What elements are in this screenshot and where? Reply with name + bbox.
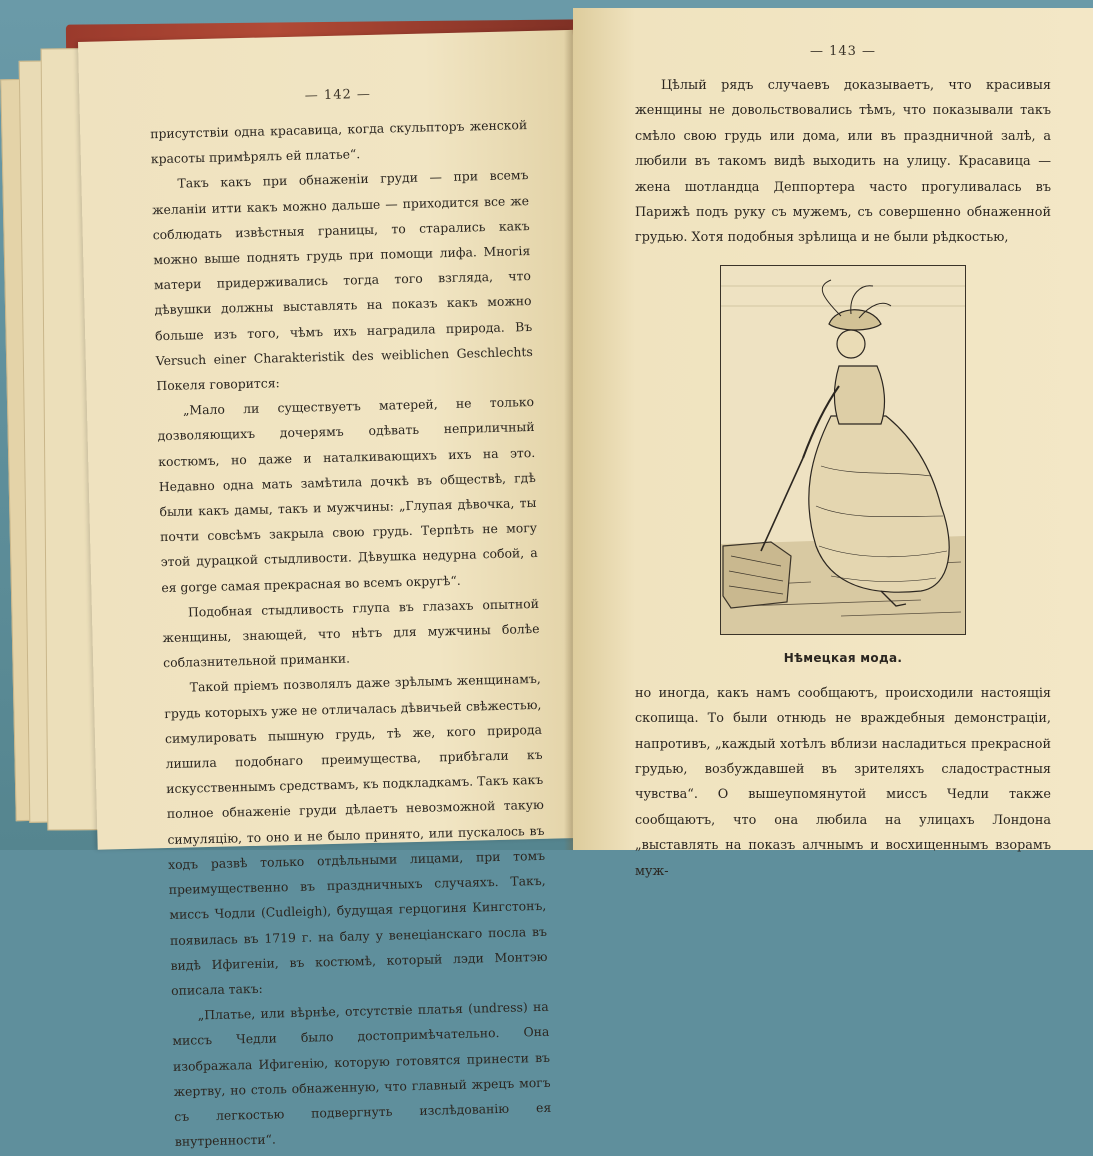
page-number: — 142 —: [304, 86, 372, 104]
engraving-illustration: [720, 265, 966, 635]
paragraph: но иногда, какъ намъ сообщаютъ, происходили настоящія скопища. То были отнюдь не враждебныя демонстраціи, напротивъ, „каждый хотѣлъ вблизи насладиться прекрасной грудью, возбуждавшей въ зрителяхъ сладострастныя чувства“. О вышеупомянутой миссъ Чедли также сообщаютъ, что она любила на улицахъ Лондона „выставлять на показъ алчнымъ и восхищеннымъ взорамъ муж-: [635, 685, 1051, 879]
paragraph: „Платье, или вѣрнѣе, отсутствіе платья (undress) на миссъ Чедли было достопримѣчательно. Она изображала Ифигенію, которую готовятся принести въ жертву, но столь обнаженную, что главный жрецъ могъ съ легкостью подвергнуть изслѣдованію ея внутренности“.: [172, 998, 552, 1150]
paragraph: „Мало ли существуетъ матерей, не только дозволяющихъ дочерямъ одѣвать неприличный костюмъ, но даже и наталкивающихъ ихъ на это. Недавно одна мать замѣтила дочкѣ въ обществѣ, гдѣ были какъ дамы, такъ и мужчины: „Глупая дѣвочка, ты почти совсѣмъ закрыла свою грудь. Терпѣть не могу этой дурацкой стыдливости. Дѣвушка недурна собой, а ея gorge самая прекрасная во всемъ округѣ“.: [157, 394, 538, 595]
figure-caption: Нѣмецкая мода.: [783, 650, 903, 665]
right-page: [573, 8, 1093, 879]
paragraph: Цѣлый рядъ случаевъ доказываетъ, что красивыя женщины не довольствовались тѣмъ, что показывали такъ смѣло свою грудь или дома, или въ праздничной залѣ, а любили въ такомъ видѣ выходить на улицу. Красавица — жена шотландца Деппортера часто прогуливалась въ Парижѣ подъ руку съ мужемъ, съ совершенно обнаженной грудью. Хотя подобныя зрѣлища и не были рѣдкостью,: [635, 78, 1051, 246]
left-page: [78, 30, 593, 1150]
left-page-body: [150, 112, 552, 1154]
paragraph: Подобная стыдливость глупа въ глазахъ опытной женщины, знающей, что нѣтъ для мужчины болѣе соблазнительной приманки.: [162, 595, 540, 671]
right-page-body-top: [635, 73, 1051, 251]
engraving-drawing: [721, 266, 965, 634]
paragraph: присутствіи одна красавица, когда скульпторъ женской красоты примѣрялъ ей платье“.: [150, 117, 528, 167]
paragraph: Такъ какъ при обнаженіи груди — при всемъ желаніи итти какъ можно дальше — приходится все же соблюдать извѣстныя границы, то старались какъ можно выше поднять грудь при помощи лифа. Многія матери придерживались тогда того взгляда, что дѣвушки должны выставлять на показъ какъ можно больше изъ того, чѣмъ ихъ наградила природа. Въ Versuch einer Charakteristik des weiblichen Geschlechts Покеля говорится:: [151, 167, 533, 394]
page-number: — 143 —: [809, 44, 877, 59]
right-page-body-bottom: [635, 681, 1051, 884]
paragraph: Такой пріемъ позволялъ даже зрѣлымъ женщинамъ, грудь которыхъ уже не отличалась дѣвичьей свѣжестью, симулировать пышную грудь, тѣ же, кого природа лишила подобнаго преимущества, прибѣгали къ искусственнымъ средствамъ, къ подкладкамъ. Такъ какъ полное обнаженіе груди дѣлаетъ невозможной такую симуляцію, то оно и не было принято, или пускалось въ ходъ развѣ только отдѣльными лицами, при томъ преимущественно въ праздничныхъ случаяхъ. Такъ, миссъ Чодли (Cudleigh), будущая герцогиня Кингстонъ, появилась въ 1719 г. на балу у венеціанскаго посла въ видѣ Ифигеніи, въ костюмѣ, который лэди Монтэю описала такъ:: [164, 671, 548, 998]
